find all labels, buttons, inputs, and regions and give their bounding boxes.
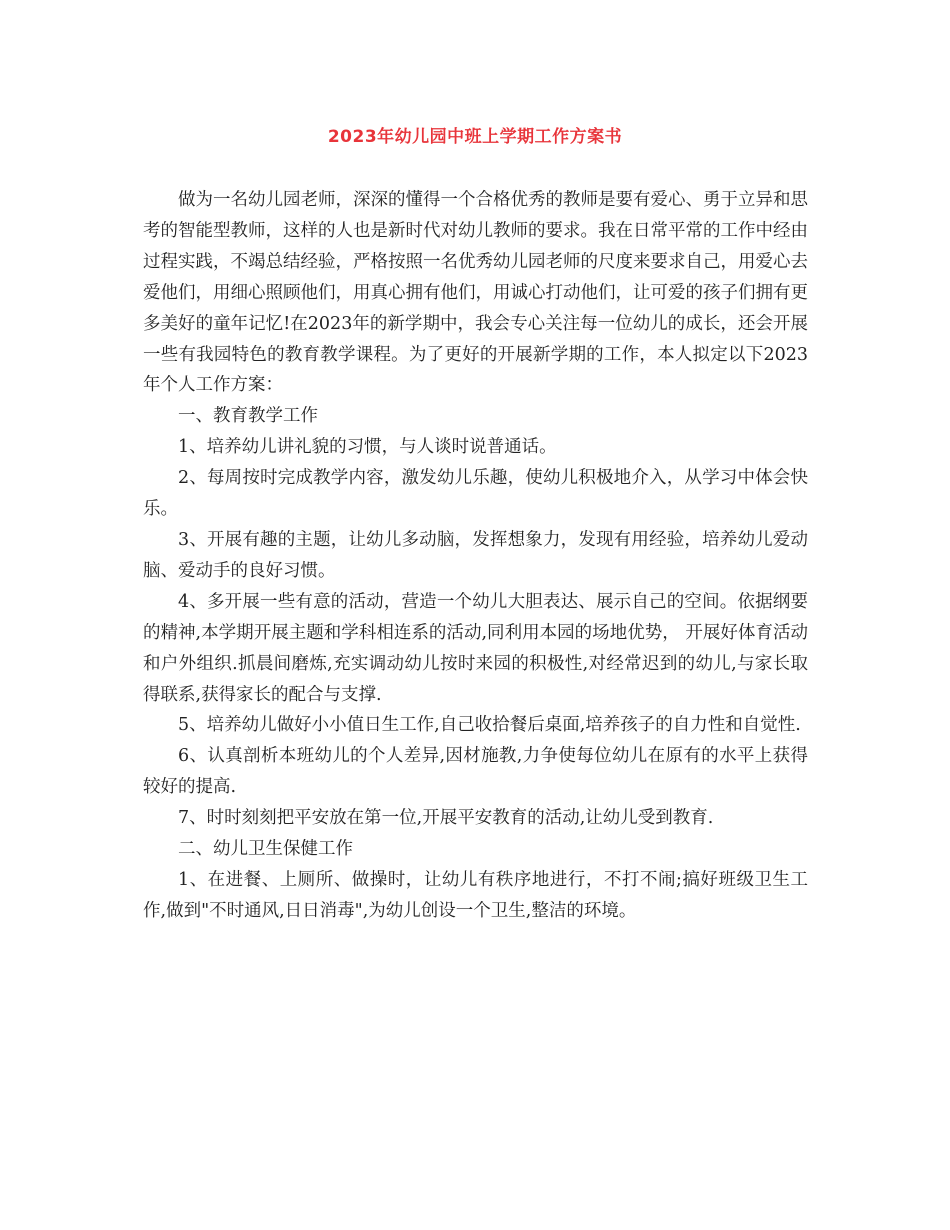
section-heading-teaching: 一、教育教学工作 — [178, 406, 318, 427]
list-item: 5、培养幼儿做好小小值日生工作,自己收拾餐后桌面,培养孩子的自力性和自觉性. — [178, 715, 801, 736]
list-item: 7、时时刻刻把平安放在第一位,开展平安教育的活动,让幼儿受到教育. — [178, 808, 714, 829]
document-body — [143, 185, 808, 927]
intro-paragraph: 做为一名幼儿园老师，深深的懂得一个合格优秀的教师是要有爱心、勇于立异和思考的智能型教师，这样的人也是新时代对幼儿教师的要求。我在日常平常的工作中经由过程实践，不竭总结经验，严格按照一名优秀幼儿园老师的尺度来要求自己，用爱心去爱他们，用细心照顾他们，用真心拥有他们，用诚心打动他们，让可爱的孩子们拥有更多美好的童年记忆!在2023年的新学期中，我会专心关注每一位幼儿的成长，还会开展一些有我园特色的教育教学课程。为了更好的开展新学期的工作，本人拟定以下2023年个人工作方案： — [143, 190, 808, 396]
list-item: 3、开展有趣的主题，让幼儿多动脑，发挥想象力，发现有用经验，培养幼儿爱动脑、爱动手的良好习惯。 — [143, 529, 808, 581]
list-item: 1、培养幼儿讲礼貌的习惯，与人谈时说普通话。 — [178, 437, 557, 458]
list-item: 2、每周按时完成教学内容，激发幼儿乐趣，使幼儿积极地介入，从学习中体会快乐。 — [143, 468, 808, 520]
list-item: 6、认真剖析本班幼儿的个人差异,因材施教,力争使每位幼儿在原有的水平上获得较好的提高. — [143, 746, 808, 798]
list-item: 4、多开展一些有意的活动，营造一个幼儿大胆表达、展示自己的空间。依据纲要的精神,本学期开展主题和学科相连系的活动,同利用本园的场地优势， 开展好体育活动和户外组织.抓晨间磨炼,充实调动幼儿按时来园的积极性,对经常迟到的幼儿,与家长取得联系,获得家长的配合与支撑. — [143, 591, 808, 705]
section-heading-health: 二、幼儿卫生保健工作 — [178, 839, 353, 860]
list-item: 1、在进餐、上厕所、做操时，让幼儿有秩序地进行，不打不闹;搞好班级卫生工作,做到"不时通风,日日消毒",为幼儿创设一个卫生,整洁的环境。 — [143, 869, 808, 921]
document-title: 2023年幼儿园中班上学期工作方案书 — [327, 127, 623, 147]
